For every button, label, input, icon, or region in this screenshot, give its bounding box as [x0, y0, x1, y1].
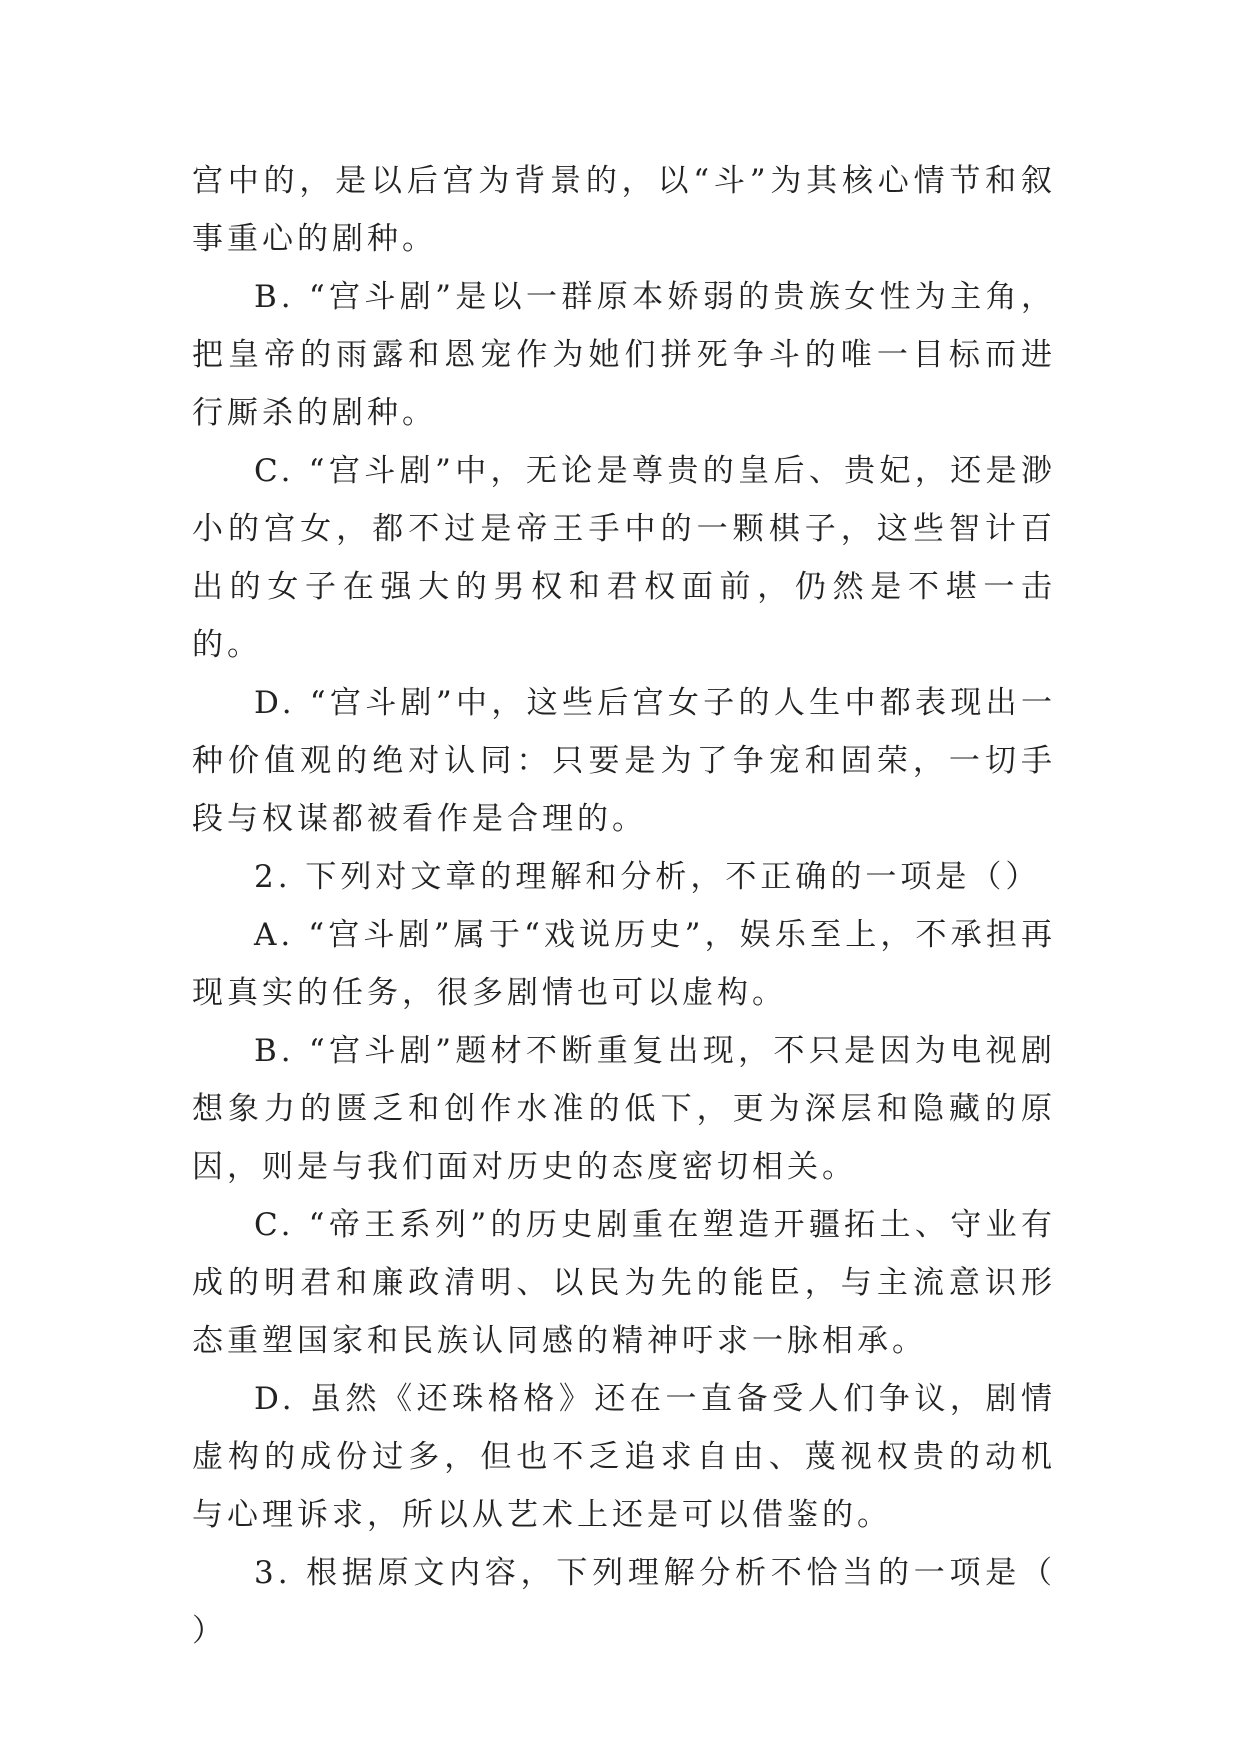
option-b-q1: B. “宫斗剧”是以一群原本娇弱的贵族女性为主角，把皇帝的雨露和恩宠作为她们拼死争斗的唯一目标而进行厮杀的剧种。: [192, 279, 1056, 431]
option-d-q2: D. 虽然《还珠格格》还在一直备受人们争议，剧情虚构的成份过多，但也不乏追求自由、蔑视权贵的动机与心理诉求，所以从艺术上还是可以借鉴的。: [192, 1381, 1056, 1533]
paragraph-continuation: 宫中的，是以后宫为背景的，以“斗”为其核心情节和叙事重心的剧种。: [192, 163, 1056, 257]
option-c-q1: C. “宫斗剧”中，无论是尊贵的皇后、贵妃，还是渺小的宫女，都不过是帝王手中的一颗棋子，这些智计百出的女子在强大的男权和君权面前，仍然是不堪一击的。: [192, 453, 1056, 663]
question-3: 3. 根据原文内容，下列理解分析不恰当的一项是（ ）: [192, 1555, 1056, 1649]
document-page: [192, 152, 1056, 1660]
option-b-q2: B. “宫斗剧”题材不断重复出现，不只是因为电视剧想象力的匮乏和创作水准的低下，更为深层和隐藏的原因，则是与我们面对历史的态度密切相关。: [192, 1033, 1056, 1185]
question-2: 2. 下列对文章的理解和分析，不正确的一项是（）: [254, 859, 1041, 895]
option-a-q2: A. “宫斗剧”属于“戏说历史”，娱乐至上，不承担再现真实的任务，很多剧情也可以虚构。: [192, 917, 1056, 1011]
option-c-q2: C. “帝王系列”的历史剧重在塑造开疆拓土、守业有成的明君和廉政清明、以民为先的能臣，与主流意识形态重塑国家和民族认同感的精神吁求一脉相承。: [192, 1207, 1056, 1359]
option-d-q1: D. “宫斗剧”中，这些后宫女子的人生中都表现出一种价值观的绝对认同：只要是为了争宠和固荣，一切手段与权谋都被看作是合理的。: [192, 685, 1056, 837]
